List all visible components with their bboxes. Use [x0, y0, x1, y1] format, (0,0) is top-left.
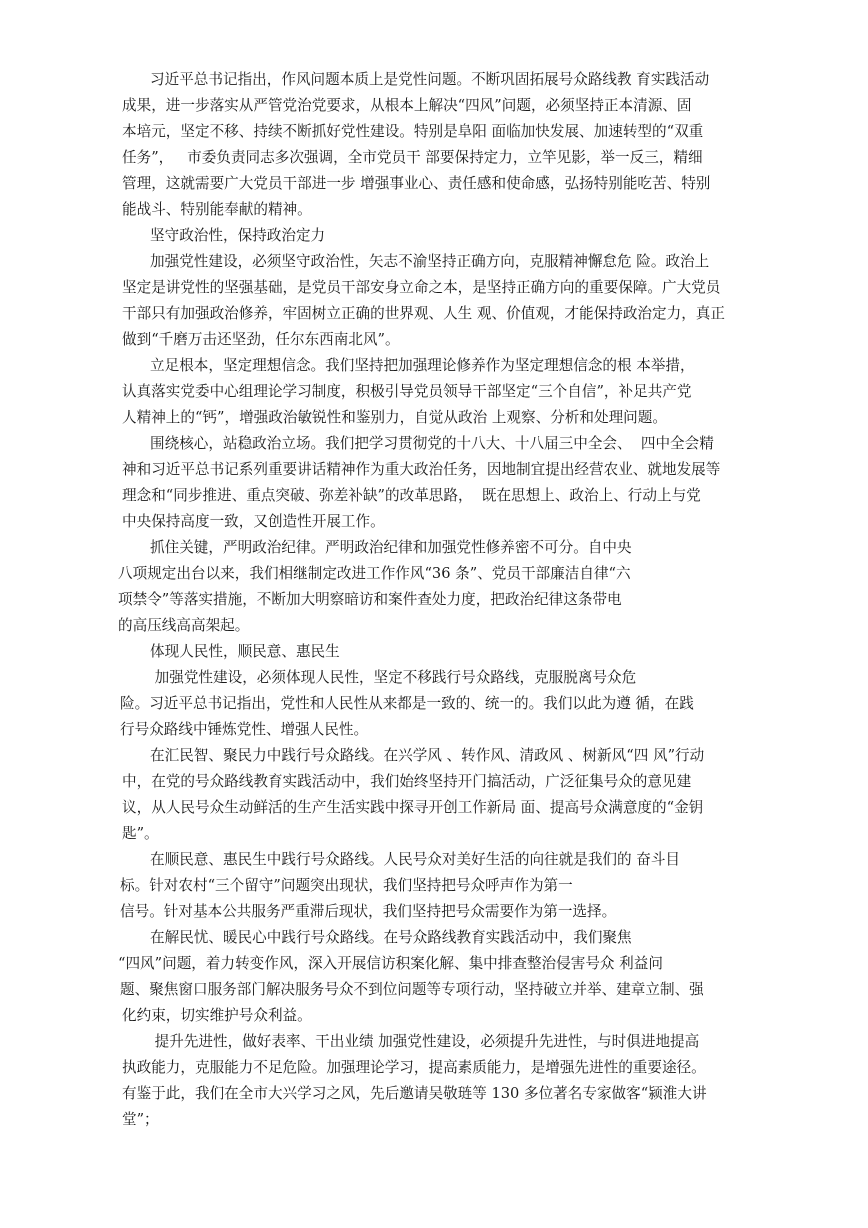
text-line: “四风”问题，着力转变作风，深入开展信访积案化解、集中排查整治侵害号众 利益问	[118, 955, 663, 972]
text-line: 提升先进性，做好表率、干出业绩 加强党性建设，必须提升先进性，与时俱进地提高	[150, 1033, 700, 1050]
text-line: 八项规定出台以来，我们相继制定改进工作作风“36 条”、党员干部廉洁自律“六	[118, 565, 631, 582]
text-line: 干部只有加强政治修养，牢固树立正确的世界观、人生 观、价值观，才能保持政治定力，真正	[122, 305, 725, 322]
text-line: 本培元，坚定不移、持续不断抓好党性建设。特别是阜阳 面临加快发展、加速转型的“双重	[122, 123, 704, 140]
text-line: 抓住关键，严明政治纪律。严明政治纪律和加强党性修养密不可分。自中央	[150, 539, 632, 556]
text-line: 神和习近平总书记系列重要讲话精神作为重大政治任务，因地制宜提出经营农业、就地发展等	[122, 461, 721, 478]
text-line: 理念和“同步推进、重点突破、弥差补缺”的改革思路， 既在思想上、政治上、行动上与党	[122, 487, 701, 504]
text-line: 执政能力，克服能力不足危险。加强理论学习，提高素质能力，是增强先进性的重要途径。	[122, 1059, 706, 1076]
text-line: 中，在党的号众路线教育实践活动中，我们始终坚持开门搞活动，广泛征集号众的意见建	[122, 773, 692, 790]
text-line: 在汇民智、聚民力中践行号众路线。在兴学风 、转作风、清政风 、树新风“四 风”行动	[150, 747, 705, 764]
text-line: 人精神上的“钙”，增强政治敏锐性和鉴别力，自觉从政治 上观察、分析和处理问题。	[122, 409, 667, 426]
text-line: 标。针对农村“三个留守”问题突出现状，我们坚持把号众呼声作为第一	[120, 877, 573, 894]
text-line: 中央保持高度一致，又创造性开展工作。	[122, 513, 385, 530]
text-line: 行号众路线中锤炼党性、增强人民性。	[120, 721, 369, 738]
text-line: 题、聚焦窗口服务部门解决服务号众不到位问题等专项行动，坚持破立并举、建章立制、强	[120, 981, 704, 998]
text-line: 信号。针对基本公共服务严重滞后现状，我们坚持把号众需要作为第一选择。	[120, 903, 617, 920]
text-line: 有鉴于此，我们在全市大兴学习之风，先后邀请吴敬琏等 130 多位著名专家做客“颍淮大讲	[122, 1085, 707, 1102]
text-line: 体现人民性，顺民意、惠民生	[150, 643, 340, 660]
text-line: 坚守政治性，保持政治定力	[150, 227, 326, 244]
text-line: 议，从人民号众生动鲜活的生产生活实践中探寻开创工作新局 面、提高号众满意度的“金钥	[122, 799, 704, 816]
text-line: 匙”。	[122, 825, 159, 842]
text-line: 加强党性建设，必须坚守政治性，矢志不渝坚持正确方向，克服精神懈怠危 险。政治上	[150, 253, 710, 270]
text-line: 任务”， 市委负责同志多次强调，全市党员干 部要保持定力，立竿见影，举一反三，精细	[122, 149, 703, 166]
text-line: 堂”；	[122, 1111, 159, 1128]
text-line: 管理，这就需要广大党员干部进一步 增强事业心、责任感和使命感，弘扬特别能吃苦、特别	[122, 175, 711, 192]
text-line: 能战斗、特别能奉献的精神。	[122, 201, 312, 218]
text-line: 立足根本，坚定理想信念。我们坚持把加强理论修养作为坚定理想信念的根 本举措，	[150, 357, 695, 374]
text-line: 项禁令”等落实措施，不断加大明察暗访和案件查处力度，把政治纪律这条带电	[118, 591, 622, 608]
text-line: 成果，进一步落实从严管党治党要求，从根本上解决“四风”问题，必须坚持正本清源、固	[122, 97, 692, 114]
text-line: 在解民忧、暖民心中践行号众路线。在号众路线教育实践活动中，我们聚焦	[150, 929, 632, 946]
text-line: 做到“千磨万击还坚劲，任尔东西南北风”。	[122, 331, 400, 348]
text-line: 习近平总书记指出，作风问题本质上是党性问题。不断巩固拓展号众路线教 育实践活动	[150, 71, 710, 88]
text-line: 围绕核心，站稳政治立场。我们把学习贯彻党的十八大、十八届三中全会、 四中全会精	[150, 435, 714, 452]
text-line: 的高压线高高架起。	[118, 617, 250, 634]
text-line: 在顺民意、惠民生中践行号众路线。人民号众对美好生活的向往就是我们的 奋斗目	[150, 851, 681, 868]
text-line: 认真落实党委中心组理论学习制度，积极引导党员领导干部坚定“三个自信”，补足共产党	[122, 383, 692, 400]
text-line: 险。习近平总书记指出，党性和人民性从来都是一致的、统一的。我们以此为遵 循，在践	[120, 695, 694, 712]
text-line: 加强党性建设，必须体现人民性，坚定不移践行号众路线，克服脱离号众危	[150, 669, 637, 686]
text-line: 化约束，切实维护号众利益。	[122, 1007, 312, 1024]
text-line: 坚定是讲党性的坚强基础，是党员干部安身立命之本，是坚持正确方向的重要保障。广大党员	[122, 279, 721, 296]
